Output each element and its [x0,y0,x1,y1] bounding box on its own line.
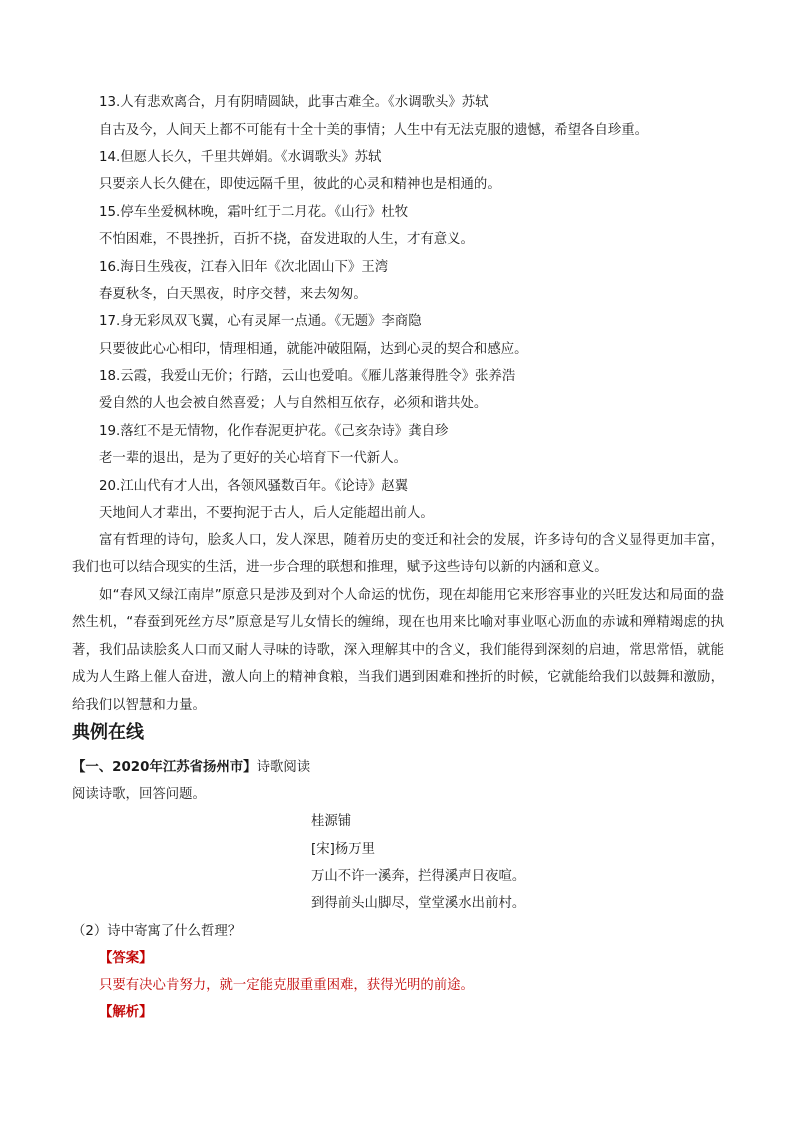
quote-18-poem: 18.云霞，我爱山无价；行踏，云山也爱咱。《雁儿落兼得胜令》张养浩 [99,369,516,384]
quote-19-meaning: 老一辈的退出，是为了更好的关心培育下一代新人。 [99,451,407,466]
paragraph-philosophy-examples: 如“春风又绿江南岸”原意只是涉及到对个人命运的忧伤，现在却能用它来形容事业的兴旺发达和局面的盎然生机，“春蚕到死丝方尽”原意是写儿女情长的缠绵，现在也用来比喻对事业呕心沥血的赤诚和殚精竭虑的执著，我们品读脍炙人口而又耐人寻味的诗歌，深入理解其中的含义，我们能得到深刻的启迪，常思常悟，就能成为人生路上催人奋进，激人向上的精神食粮，当我们遇到困难和挫折的时候，它就能给我们以鼓舞和激励，给我们以智慧和力量。 [72,588,724,713]
poem-line-1: 万山不许一溪奔，拦得溪声日夜喧。 [311,869,526,884]
poem-author: [宋]杨万里 [311,842,376,857]
poem-title: 桂源铺 [311,814,352,829]
quote-13-meaning: 自古及今，人间天上都不可能有十全十美的事情；人生中有无法克服的遗憾，希望各自珍重。 [99,123,649,138]
analysis-label: 【解析】 [99,1005,153,1020]
section-heading: 典例在线 [72,722,144,743]
quote-13-poem: 13.人有悲欢离合，月有阴晴圆缺，此事古难全。《水调歌头》苏轼 [99,95,489,110]
quote-14-meaning: 只要亲人长久健在，即使远隔千里，彼此的心灵和精神也是相通的。 [99,177,501,192]
quote-20-meaning: 天地间人才辈出，不要拘泥于古人，后人定能超出前人。 [99,506,434,521]
quote-16-meaning: 春夏秋冬，白天黑夜，时序交替，来去匆匆。 [99,287,367,302]
example-source [72,758,310,778]
paragraph-philosophy-intro: 富有哲理的诗句，脍炙人口，发人深思，随着历史的变迁和社会的发展，许多诗句的含义显得更加丰富，我们也可以结合现实的生活，进一步合理的联想和推理，赋予这些诗句以新的内涵和意义。 [72,533,724,576]
example-instruction: 阅读诗歌，回答问题。 [72,787,206,802]
quote-15-meaning: 不怕困难，不畏挫折，百折不挠，奋发进取的人生，才有意义。 [99,232,474,247]
quote-14-poem: 14.但愿人长久，千里共婵娟。《水调歌头》苏轼 [99,150,382,165]
quote-18-meaning: 爱自然的人也会被自然喜爱；人与自然相互依存，必须和谐共处。 [99,396,488,411]
poem-line-2: 到得前头山脚尽，堂堂溪水出前村。 [311,896,526,911]
quote-15-poem: 15.停车坐爱枫林晚，霜叶红于二月花。《山行》杜牧 [99,205,409,220]
quote-19-poem: 19.落红不是无情物，化作春泥更护花。《己亥杂诗》龚自珍 [99,424,449,439]
quote-17-poem: 17.身无彩凤双飞翼，心有灵犀一点通。《无题》李商隐 [99,314,422,329]
question: （2）诗中寄寓了什么哲理？ [72,924,242,939]
quote-16-poem: 16.海日生残夜，江春入旧年《次北固山下》王湾 [99,260,389,275]
answer-label: 【答案】 [99,951,153,966]
quote-17-meaning: 只要彼此心心相印，情理相通，就能冲破阻隔，达到心灵的契合和感应。 [99,342,528,357]
example-source-label: 【一、2020年江苏省扬州市】 [72,760,257,775]
example-source-type: 诗歌阅读 [256,760,311,775]
answer-text: 只要有决心肯努力，就一定能克服重重困难，获得光明的前途。 [99,978,474,993]
quote-20-poem: 20.江山代有才人出，各领风骚数百年。《论诗》赵翼 [99,479,409,494]
